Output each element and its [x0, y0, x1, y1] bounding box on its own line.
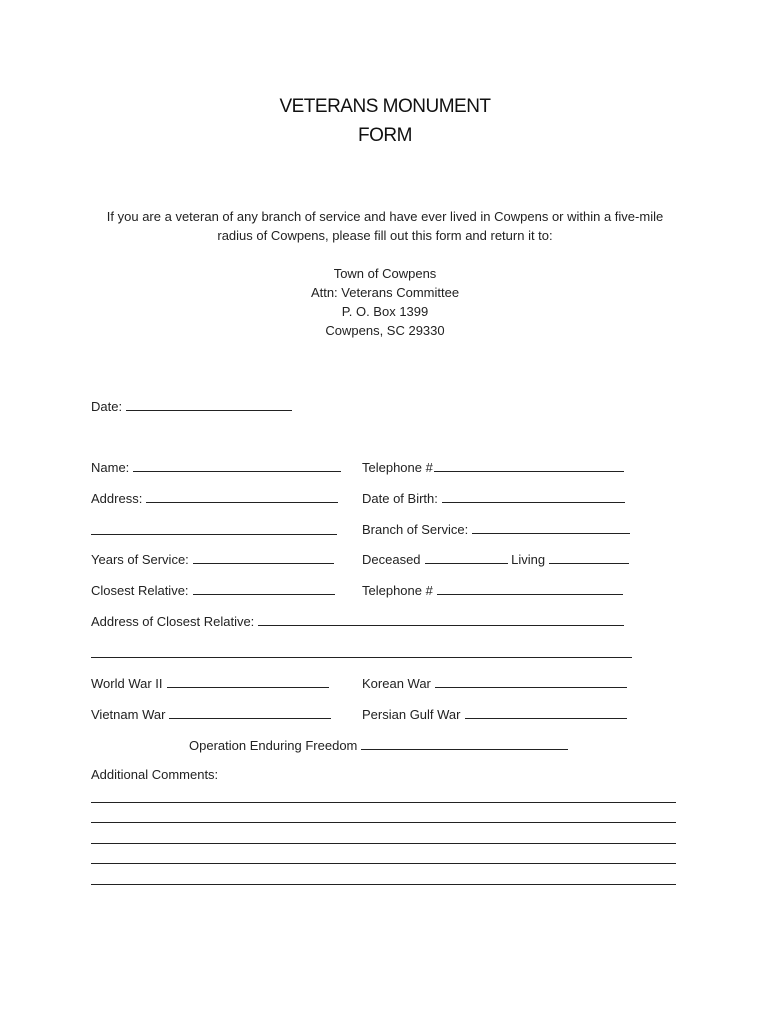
years-of-service-label: Years of Service:: [91, 552, 189, 567]
telephone-input[interactable]: [434, 459, 624, 472]
relative-address-field: [91, 613, 624, 630]
operation-enduring-freedom-field: [189, 737, 568, 754]
comments-line-1[interactable]: [91, 802, 676, 803]
relative-address-input[interactable]: [258, 613, 624, 626]
relative-telephone-label: Telephone #: [362, 583, 433, 598]
closest-relative-input[interactable]: [193, 582, 335, 595]
deceased-input[interactable]: [425, 551, 508, 564]
relative-address-line2-input[interactable]: [91, 657, 632, 658]
telephone-field: [362, 459, 624, 476]
address-field: [91, 490, 338, 507]
operation-enduring-freedom-input[interactable]: [361, 737, 568, 750]
form-title-line1: VETERANS MONUMENT: [279, 96, 491, 117]
telephone-label: Telephone #: [362, 460, 433, 475]
operation-enduring-freedom-label: Operation Enduring Freedom: [189, 738, 358, 753]
years-of-service-field: [91, 551, 334, 568]
comments-line-3[interactable]: [91, 843, 676, 844]
world-war-2-input[interactable]: [167, 675, 329, 688]
address-label: Address:: [91, 491, 143, 506]
address-input[interactable]: [146, 490, 338, 503]
date-label: Date:: [91, 399, 123, 414]
date-of-birth-field: [362, 490, 625, 507]
years-of-service-input[interactable]: [193, 551, 334, 564]
name-input[interactable]: [133, 459, 341, 472]
persian-gulf-war-label: Persian Gulf War: [362, 707, 461, 722]
closest-relative-field: [91, 582, 335, 599]
branch-of-service-label: Branch of Service:: [362, 522, 469, 537]
comments-line-2[interactable]: [91, 822, 676, 823]
vietnam-war-field: [91, 706, 331, 723]
name-label: Name:: [91, 460, 130, 475]
intro-line2: radius of Cowpens, please fill out this form and return it to:: [217, 228, 553, 243]
additional-comments-label: Additional Comments:: [91, 767, 219, 782]
date-input[interactable]: [126, 398, 292, 411]
date-of-birth-input[interactable]: [442, 490, 625, 503]
form-title-line2: FORM: [358, 125, 412, 146]
persian-gulf-war-field: [362, 706, 627, 723]
deceased-living-field: [362, 551, 629, 568]
relative-telephone-input[interactable]: [437, 582, 623, 595]
living-input[interactable]: [549, 551, 629, 564]
intro-line1: If you are a veteran of any branch of service and have ever lived in Cowpens or within a five-mile: [106, 209, 664, 224]
korean-war-input[interactable]: [435, 675, 627, 688]
persian-gulf-war-input[interactable]: [465, 706, 627, 719]
relative-address-label: Address of Closest Relative:: [91, 614, 255, 629]
deceased-label: Deceased: [362, 552, 421, 567]
world-war-2-label: World War II: [91, 676, 163, 691]
address-line3: P. O. Box 1399: [341, 304, 429, 319]
address-line1: Town of Cowpens: [333, 266, 437, 281]
date-field: [91, 398, 292, 415]
name-field: [91, 459, 341, 476]
korean-war-field: [362, 675, 627, 692]
address-line4: Cowpens, SC 29330: [325, 323, 445, 338]
date-of-birth-label: Date of Birth:: [362, 491, 438, 506]
vietnam-war-input[interactable]: [169, 706, 331, 719]
vietnam-war-label: Vietnam War: [91, 707, 166, 722]
korean-war-label: Korean War: [362, 676, 431, 691]
closest-relative-label: Closest Relative:: [91, 583, 189, 598]
relative-telephone-field: [362, 582, 623, 599]
comments-line-4[interactable]: [91, 863, 676, 864]
branch-of-service-field: [362, 521, 630, 538]
world-war-2-field: [91, 675, 329, 692]
address-line2: Attn: Veterans Committee: [310, 285, 460, 300]
living-label: Living: [511, 552, 546, 567]
branch-of-service-input[interactable]: [472, 521, 630, 534]
comments-line-5[interactable]: [91, 884, 676, 885]
address-line2-input[interactable]: [91, 534, 337, 535]
